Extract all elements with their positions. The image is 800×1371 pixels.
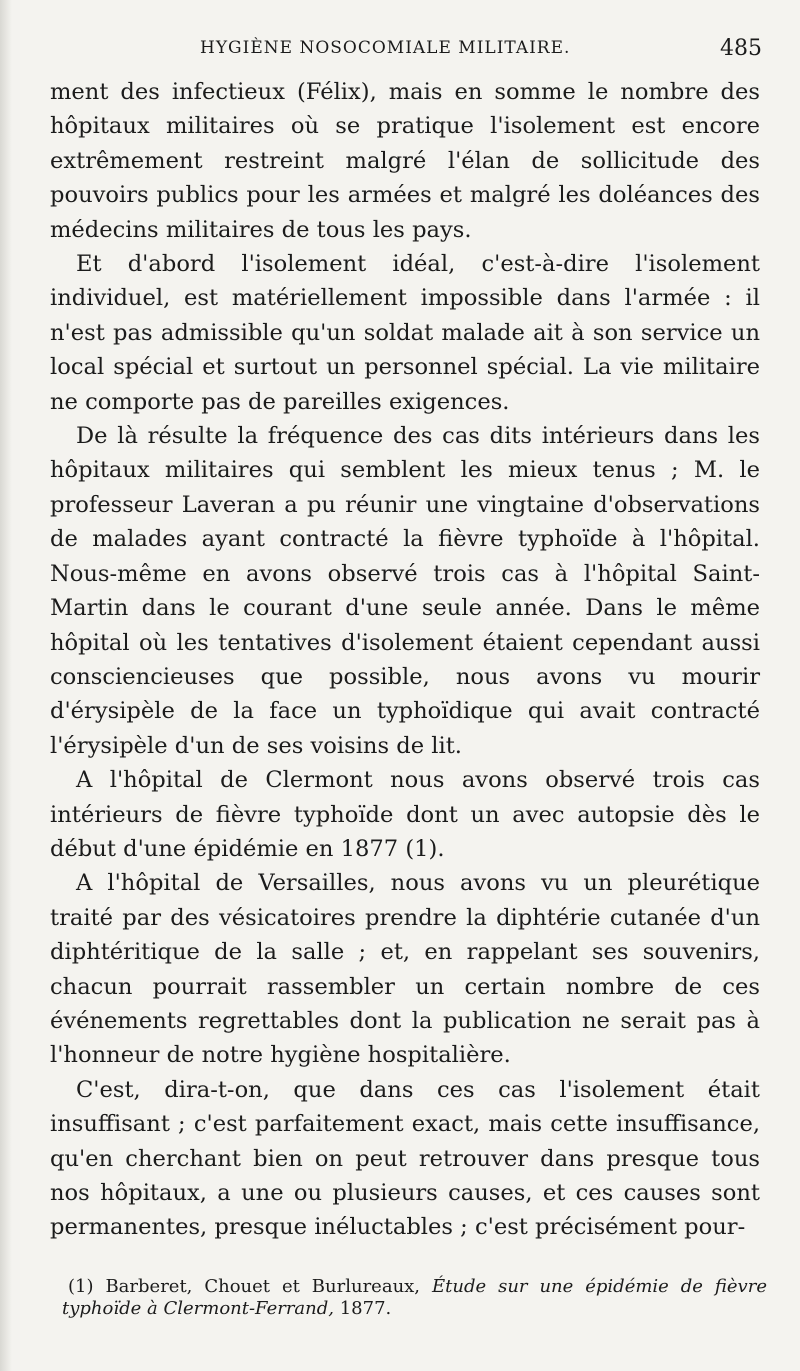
page-edge-shadow bbox=[0, 0, 12, 1371]
footnote-marker: (1) bbox=[68, 1276, 94, 1297]
paragraph: Et d'abord l'isolement idéal, c'est-à-dire l'isolement individuel, est matériellement impossible dans l'armée : il n'est pas admissible qu'un soldat malade ait à son service un local spécial et surtout un personnel spécial. La vie militaire ne comporte pas de pareilles exigences. bbox=[50, 251, 760, 415]
page-number: 485 bbox=[720, 36, 762, 61]
footnote-authors: Barberet, Chouet et Burlureaux, bbox=[105, 1276, 421, 1297]
footnote bbox=[62, 1276, 767, 1320]
paragraph: A l'hôpital de Clermont nous avons observé trois cas intérieurs de fièvre typhoïde dont un avec autopsie dès le début d'une épidémie en 1877 (1). bbox=[50, 767, 760, 862]
footnotes bbox=[62, 1276, 767, 1320]
body-text bbox=[50, 75, 760, 1245]
paragraph: C'est, dira-t-on, que dans ces cas l'isolement était insuffisant ; c'est parfaitement exact, mais cette insuffisance, qu'en cherchant bien on peut retrouver dans presque tous nos hôpitaux, a une ou plusieurs causes, et ces causes sont permanentes, presque inéluctables ; c'est précisément pour- bbox=[50, 1076, 760, 1241]
running-title: HYGIÈNE NOSOCOMIALE MILITAIRE. bbox=[200, 38, 571, 58]
footnote-year: 1877. bbox=[339, 1298, 392, 1319]
paragraph-continuation: ment des infectieux (Félix), mais en somme le nombre des hôpitaux militaires où se pratique l'isolement est encore extrêmement restreint malgré l'élan de sollicitude des pouvoirs publics pour les armées et malgré les doléances des médecins militaires de tous les pays. bbox=[50, 79, 760, 243]
page-header bbox=[50, 36, 770, 68]
footnote-title: Étude sur une épidémie de fièvre typhoïde à Clermont-Ferrand, bbox=[62, 1276, 767, 1319]
paragraph: A l'hôpital de Versailles, nous avons vu un pleurétique traité par des vésicatoires prendre la diphtérie cutanée d'un diphtéritique de la salle ; et, en rappelant ses souvenirs, chacun pourrait rassembler un certain nombre de ces événements regrettables dont la publication ne serait pas à l'honneur de notre hygiène hospitalière. bbox=[50, 870, 760, 1069]
paragraph: De là résulte la fréquence des cas dits intérieurs dans les hôpitaux militaires qui semblent les mieux tenus ; M. le professeur Laveran a pu réunir une vingtaine d'observations de malades ayant contracté la fièvre typhoïde à l'hôpital. Nous-même en avons observé trois cas à l'hôpital Saint-Martin dans le courant d'une seule année. Dans le même hôpital où les tentatives d'isolement étaient cependant aussi consciencieuses que possible, nous avons vu mourir d'érysipèle de la face un typhoïdique qui avait contracté l'érysipèle d'un de ses voisins de lit. bbox=[50, 423, 760, 759]
